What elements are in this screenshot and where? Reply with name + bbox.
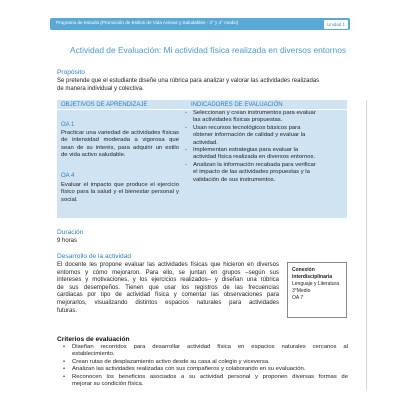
- criterio-item: [63, 359, 348, 366]
- desarrollo-line: futuras.: [57, 307, 78, 314]
- indicator-item: [183, 147, 343, 162]
- desarrollo-line: entornos y cómo mejoraron. Para ello, se juntan en grupos –según sus: [57, 269, 279, 276]
- conexion-title: Conexión: [292, 267, 315, 273]
- criterio-line: Reconocen los beneficios asociados a su actividad personal y proponen diversas formas de: [72, 373, 348, 380]
- page-title: Actividad de Evaluación: Mi actividad física realizada en diversos entornos: [70, 45, 347, 55]
- indicator-line: obtener información de calidad y evaluar la: [193, 132, 306, 139]
- oa1-line: sean de su interés, para adquirir un estilo: [61, 144, 179, 151]
- duracion-value: 9 horas: [57, 238, 78, 244]
- indicator-line: actividad.: [193, 139, 218, 146]
- bullet-icon: -: [185, 147, 187, 154]
- desarrollo-line: El docente les propone evaluar las actividades físicas que hicieron en diversos: [57, 262, 279, 268]
- oa4-line: Evaluar el impacto que produce el ejercicio: [61, 182, 179, 188]
- proposito-heading: Propósito: [57, 69, 85, 76]
- oa1-line: de intensidad moderada a vigorosa que: [61, 137, 179, 144]
- indicator-line: validación de sus instrumentos.: [193, 176, 276, 183]
- oa4-label: OA 4: [61, 173, 75, 179]
- oa1-line: Practicar una variedad de actividades físicas: [61, 130, 179, 136]
- desarrollo-line: cardiacas por tipo de actividad física y comentar las observaciones para: [57, 292, 279, 299]
- program-name: Programa de Estudio (Promoción de Estilos de Vida Activos y Saludables - 3° y 4° medio): [56, 20, 239, 25]
- criterio-line: mejorar su condición física.: [72, 381, 144, 388]
- desarrollo-heading: Desarrollo de la actividad: [57, 253, 132, 260]
- conexion-subject: Lenguaje y Literatura: [292, 281, 339, 287]
- oa4-text: [61, 182, 179, 204]
- desarrollo-line: mejorarlos, visualizando distintos espacios naturales para actividades: [57, 299, 279, 306]
- bullet-icon: •: [63, 366, 66, 373]
- proposito-text: [57, 78, 347, 93]
- conexion-title: interdisciplinaria: [292, 274, 333, 280]
- proposito-line: Se pretende que el estudiante diseñe una rúbrica para analizar y valorar las actividades realizadas: [57, 78, 320, 84]
- conexion-box: [287, 262, 347, 318]
- proposito-line: de manera individual y colectiva.: [57, 85, 144, 92]
- bullet-icon: -: [185, 124, 187, 131]
- objectives-table: [57, 100, 347, 218]
- criterios-heading: Criterios de evaluación: [57, 336, 130, 343]
- criterio-item: [63, 366, 348, 373]
- indicator-line: actividad física realizada en diversos entornos.: [193, 154, 316, 161]
- indicator-item: [183, 162, 343, 184]
- criterio-line: establecimiento.: [72, 351, 115, 358]
- duracion-heading: Duración: [57, 229, 84, 236]
- desarrollo-line: intereses y motivaciones, y los ejercicios realizados– y diseñan una rúbrica: [57, 277, 279, 284]
- criterio-line: Analizan las actividades realizadas con sus compañeros y colaborando en su evaluación.: [72, 366, 306, 373]
- conexion-oa: OA 7: [292, 295, 304, 301]
- bullet-icon: •: [63, 358, 66, 365]
- indicator-line: el impacto de las actividades propuestas y la: [193, 169, 310, 176]
- bullet-icon: •: [63, 373, 66, 380]
- desarrollo-text: [57, 262, 279, 315]
- indicator-item: [183, 125, 343, 147]
- unit-badge: Unidad 1: [324, 20, 348, 29]
- bullet-icon: •: [63, 344, 66, 350]
- bullet-icon: -: [185, 161, 187, 168]
- desarrollo-line: de sus desempeños. Tienen que usar los registros de las frecuencias: [57, 284, 279, 291]
- indicator-list: [183, 110, 343, 184]
- criterio-item: [63, 344, 348, 359]
- criterios-list: [63, 344, 348, 388]
- bullet-icon: -: [185, 110, 187, 116]
- indicator-line: Seleccionan y crean instrumentos para evaluar: [193, 110, 316, 116]
- oa1-line: de vida activo saludable.: [61, 152, 126, 159]
- criterio-line: Crean rutas de desplazamiento activo desde su casa al colegio y viceversa.: [72, 358, 270, 365]
- indicator-line: Analizan la información recabada para verificar: [193, 161, 316, 168]
- indicator-line: Implementan estrategias para evaluar la: [193, 147, 299, 154]
- margin-rule: [366, 100, 367, 390]
- oa1-text: [61, 130, 179, 160]
- col-indicadores: INDICADORES DE EVALUACIÓN: [191, 101, 283, 108]
- col-objetivos: OBJETIVOS DE APRENDIZAJE: [61, 101, 148, 108]
- conexion-level: 3°Medio: [292, 288, 311, 294]
- indicator-line: Usan recursos tecnológicos básicos para: [193, 124, 301, 131]
- oa4-line: social.: [61, 196, 78, 203]
- oa4-line: físico para la salud y el bienestar personal y: [61, 189, 179, 196]
- oa1-label: OA 1: [61, 122, 75, 128]
- criterio-line: Diseñan recorridos para desarrollar actividad física en espacios naturales cercanos al: [72, 344, 348, 350]
- indicator-line: las actividades físicas propuestas.: [193, 117, 283, 124]
- header-bar: [50, 18, 350, 30]
- indicator-item: [183, 110, 343, 125]
- criterio-item: [63, 374, 348, 389]
